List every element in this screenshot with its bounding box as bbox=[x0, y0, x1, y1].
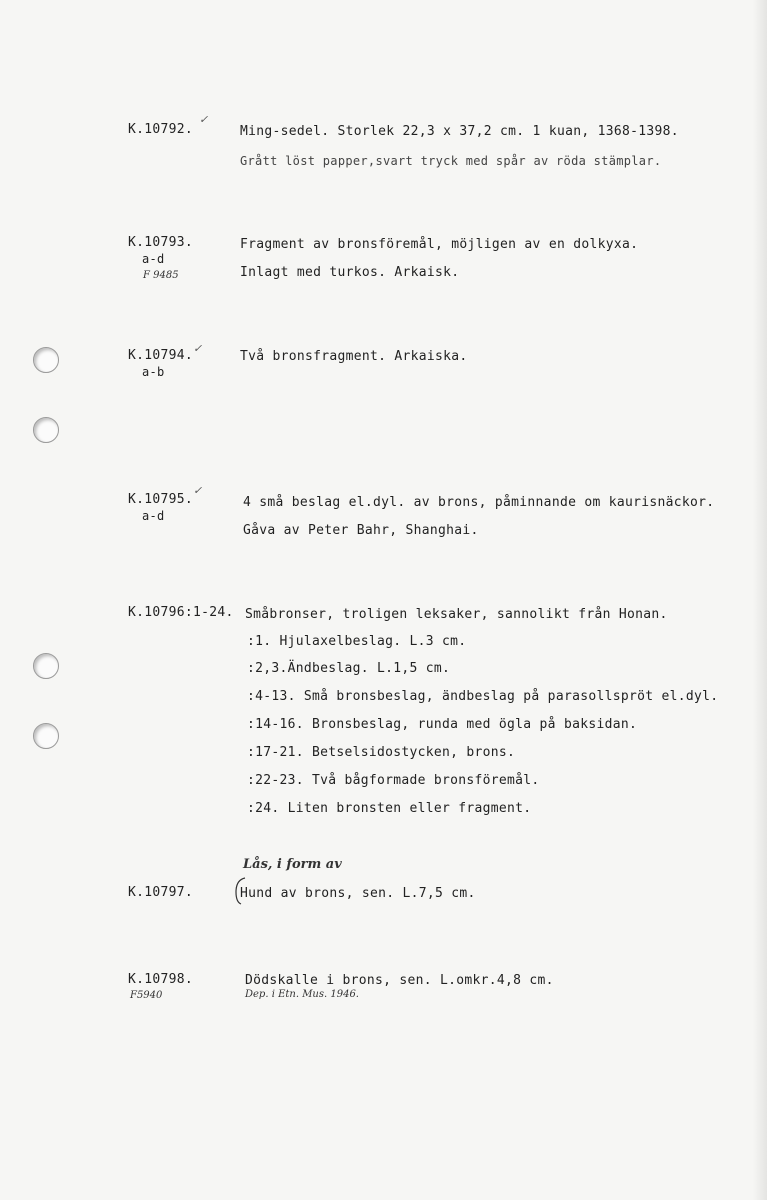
entry-subitem-line: :1. Hjulaxelbeslag. L.3 cm. bbox=[247, 634, 467, 649]
check-mark-icon: ✓ bbox=[199, 113, 209, 126]
catalog-subrange: a-b bbox=[142, 365, 165, 379]
entry-text-line: Fragment av bronsföremål, möjligen av en dolkyxa. bbox=[240, 237, 639, 252]
entry-text-line: Småbronser, troligen leksaker, sannolikt från Honan. bbox=[245, 607, 668, 622]
handwritten-note: F 9485 bbox=[143, 270, 179, 281]
catalog-number: K.10793. bbox=[128, 235, 194, 250]
catalog-number: K.10798. bbox=[128, 972, 194, 987]
entry-text-line: Grått löst papper,svart tryck med spår av röda stämplar. bbox=[240, 154, 662, 168]
entry-text-line: Inlagt med turkos. Arkaisk. bbox=[240, 265, 460, 280]
entry-text-line: Gåva av Peter Bahr, Shanghai. bbox=[243, 523, 479, 538]
catalog-number: K.10792. bbox=[128, 122, 194, 137]
handwritten-annotation: Lås, i form av bbox=[243, 857, 342, 872]
entry-text-line: Ming-sedel. Storlek 22,3 x 37,2 cm. 1 kuan, 1368-1398. bbox=[240, 124, 679, 139]
catalog-number: K.10797. bbox=[128, 885, 194, 900]
entry-text-line: 4 små beslag el.dyl. av brons, påminnande om kaurisnäckor. bbox=[243, 495, 715, 510]
entry-subitem-line: :14-16. Bronsbeslag, runda med ögla på baksidan. bbox=[247, 717, 638, 732]
catalog-number: K.10796:1-24. bbox=[128, 605, 234, 620]
punch-hole bbox=[33, 347, 59, 373]
catalog-number: K.10794. bbox=[128, 348, 194, 363]
catalog-subrange: a-d bbox=[142, 509, 165, 523]
punch-hole bbox=[33, 653, 59, 679]
handwritten-annotation: Dep. i Etn. Mus. 1946. bbox=[245, 989, 359, 1000]
punch-hole bbox=[33, 723, 59, 749]
punch-hole bbox=[33, 417, 59, 443]
entry-subitem-line: :17-21. Betselsidostycken, brons. bbox=[247, 745, 516, 760]
entry-text-line: Hund av brons, sen. L.7,5 cm. bbox=[240, 886, 476, 901]
entry-text-line: Dödskalle i brons, sen. L.omkr.4,8 cm. bbox=[245, 973, 554, 988]
entry-text-line: Två bronsfragment. Arkaiska. bbox=[240, 349, 468, 364]
entry-subitem-line: :22-23. Två bågformade bronsföremål. bbox=[247, 773, 540, 788]
handwritten-note: F5940 bbox=[130, 990, 163, 1001]
check-mark-icon: ✓ bbox=[193, 342, 203, 355]
entry-subitem-line: :24. Liten bronsten eller fragment. bbox=[247, 801, 532, 816]
handwritten-bracket bbox=[233, 876, 247, 906]
card-edge-shadow bbox=[753, 0, 767, 1200]
entry-subitem-line: :4-13. Små bronsbeslag, ändbeslag på parasollspröt el.dyl. bbox=[247, 689, 719, 704]
check-mark-icon: ✓ bbox=[193, 484, 203, 497]
catalog-number: K.10795. bbox=[128, 492, 194, 507]
entry-subitem-line: :2,3.Ändbeslag. L.1,5 cm. bbox=[247, 661, 451, 676]
catalog-subrange: a-d bbox=[142, 252, 165, 266]
